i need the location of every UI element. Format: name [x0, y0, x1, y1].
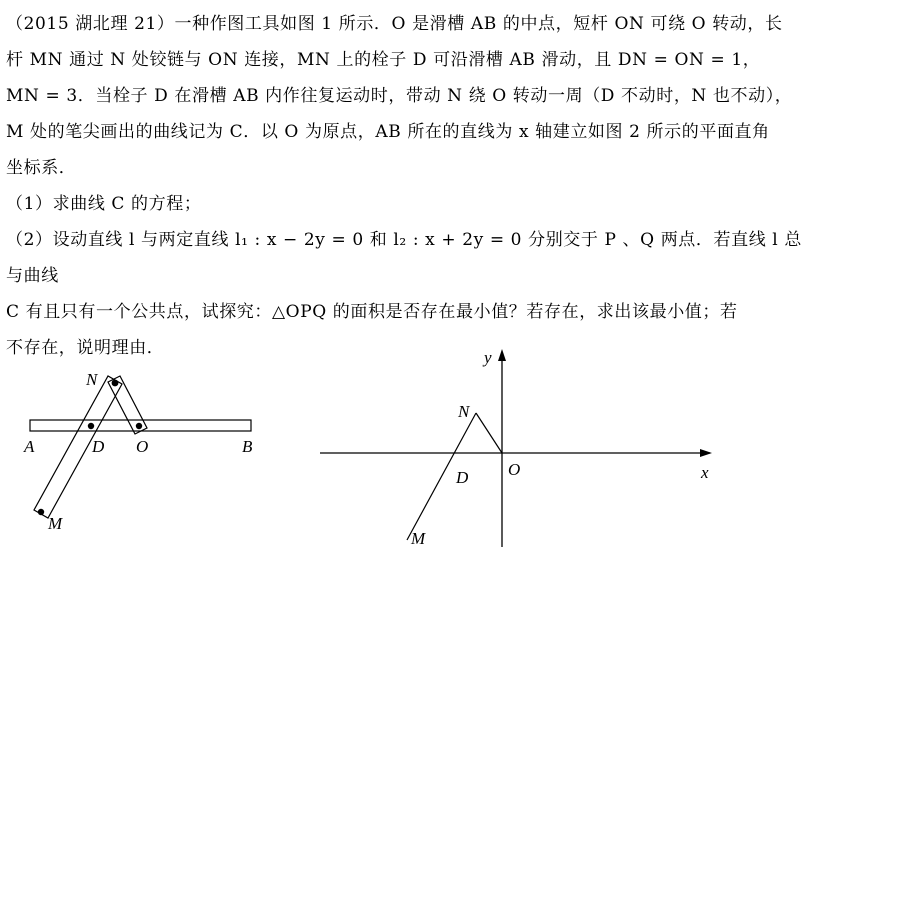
label-n: N: [458, 402, 470, 421]
question-1: （1）求曲线 C 的方程；: [6, 194, 202, 214]
label-d: D: [456, 468, 469, 487]
question-2-line-3: 不存在，说明理由．: [6, 338, 165, 358]
problem-line-3: MN = 3．当栓子 D 在滑槽 AB 内作往复运动时，带动 N 绕 O 转动一周（D 不动时，N 也不动），: [6, 86, 793, 106]
pin-d: [88, 423, 94, 429]
label-d: D: [92, 437, 105, 456]
question-2-line-2: C 有且只有一个公共点，试探究：△OPQ 的面积是否存在最小值？若存在，求出该最小值；若: [6, 302, 738, 322]
segment-on: [476, 413, 502, 453]
label-b: B: [242, 437, 253, 456]
pin-o: [136, 423, 142, 429]
figure-2-coordinates: [315, 340, 725, 555]
question-2-line-1: （2）设动直线 l 与两定直线 l₁ : x − 2y = 0 和 l₂ : x + 2y = 0 分别交于 P 、Q 两点．若直线 l 总与曲线: [6, 230, 802, 286]
label-y: y: [484, 348, 492, 367]
pin-n: [112, 380, 119, 387]
pin-m: [38, 509, 44, 515]
label-a: A: [24, 437, 35, 456]
label-x: x: [701, 463, 709, 482]
label-m: M: [411, 529, 426, 548]
label-o: O: [136, 437, 149, 456]
problem-line-4: M 处的笔尖画出的曲线记为 C．以 O 为原点，AB 所在的直线为 x 轴建立如图 2 所示的平面直角: [6, 122, 770, 142]
x-axis-arrow: [700, 449, 712, 457]
label-o: O: [508, 460, 521, 479]
rod-mn: [34, 376, 122, 518]
label-m: M: [48, 514, 63, 533]
figure-1-tool: [10, 360, 270, 540]
problem-line-5: 坐标系．: [6, 158, 77, 178]
figure-2-svg: [315, 340, 725, 555]
figure-1-svg: [10, 360, 270, 540]
problem-line-2: 杆 MN 通过 N 处铰链与 ON 连接，MN 上的栓子 D 可沿滑槽 AB 滑动，且 DN = ON = 1，: [6, 50, 761, 70]
problem-line-1: （2015 湖北理 21）一种作图工具如图 1 所示．O 是滑槽 AB 的中点，短杆 ON 可绕 O 转动，长: [6, 14, 783, 34]
label-n: N: [86, 370, 98, 389]
y-axis-arrow: [498, 349, 506, 361]
problem-text: [6, 6, 806, 366]
